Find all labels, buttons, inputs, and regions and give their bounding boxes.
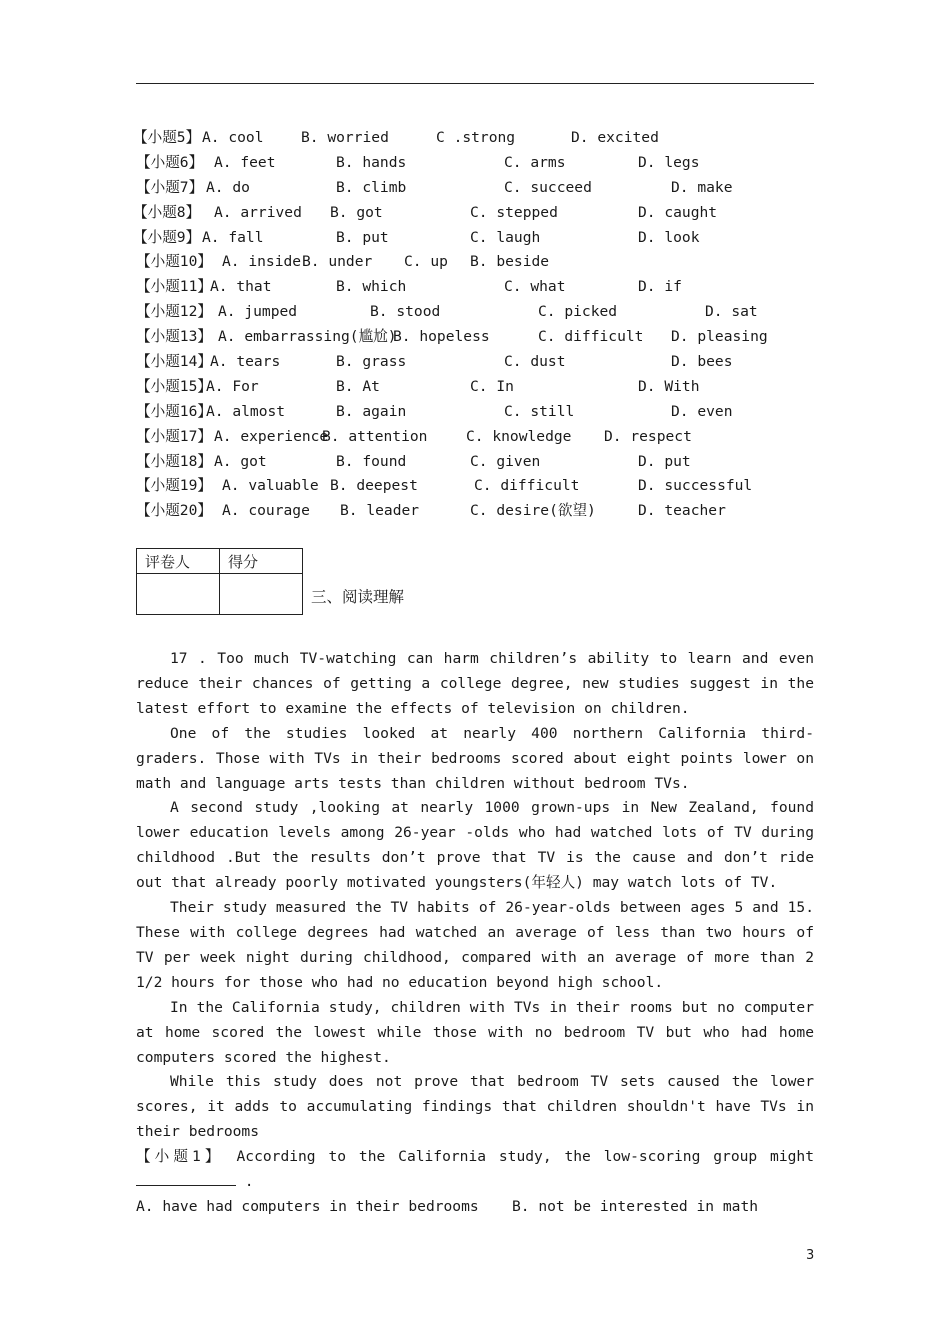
answer-option[interactable]: D. if [638,278,682,296]
vocab-question-row [133,201,826,226]
answer-option[interactable]: B. put [336,228,389,246]
answer-option[interactable]: A. got [214,452,267,470]
vocab-question-row [136,499,826,524]
answer-option[interactable]: A. arrived [214,203,302,221]
answer-option[interactable]: D. excited [571,129,659,146]
answer-option[interactable]: D. make [671,178,733,196]
answer-option[interactable]: C. difficult [538,328,644,346]
answer-option[interactable]: A. do [206,178,250,196]
answer-option[interactable]: D. even [671,402,733,420]
vocab-question-row [136,151,826,176]
answer-option[interactable]: C. what [504,278,566,296]
answer-option[interactable]: D. pleasing [671,328,768,346]
answer-option[interactable]: A. tears [210,353,281,371]
answer-option[interactable]: B. attention [322,427,428,445]
vocab-question-row [136,176,826,201]
question-1-text: According to the California study, the low-scoring group might [236,1148,814,1166]
answer-option[interactable]: B. again [336,402,407,420]
vocab-question-row [133,126,826,151]
answer-option[interactable]: B. found [336,452,407,470]
answer-option[interactable]: C. knowledge [466,427,572,445]
question-label: 【小题11】 [136,278,212,296]
question-label: 【小题6】 [136,153,204,171]
vocab-question-row [136,400,826,425]
answer-option[interactable]: D. bees [671,353,733,371]
vocab-question-row [136,300,826,325]
answer-option[interactable]: B. hopeless [393,328,490,346]
question-label: 【小题12】 [136,303,212,321]
passage-paragraph: One of the studies looked at nearly 400 northern California third-graders. Those with TVs in their bedrooms scored about eight points lower on math and language arts tests than children without bedroom TVs. [136,724,814,792]
question-label: 【小题13】 [136,328,212,346]
answer-option[interactable]: D. sat [705,303,758,321]
answer-option[interactable]: D. respect [604,427,692,445]
grader-cell[interactable] [137,574,220,615]
vocab-question-row [136,250,826,275]
answer-option[interactable]: A. embarrassing(尴尬) [218,328,397,346]
question-label: 【小题14】 [136,353,212,371]
answer-option[interactable]: C. stepped [470,203,558,221]
answer-option[interactable]: B. got [330,203,383,221]
question-1-option-b[interactable]: B. not be interested in math [512,1197,759,1215]
answer-option[interactable]: C. picked [538,303,618,321]
answer-option[interactable]: A. cool [202,129,264,146]
answer-option[interactable]: C .strong [436,129,516,146]
answer-option[interactable]: A. jumped [218,303,298,321]
vocab-question-row [136,375,826,400]
score-table [136,548,303,615]
question-label: 【小题20】 [136,502,212,520]
header-rule [136,83,814,84]
answer-option[interactable]: A. fall [202,228,264,246]
vocab-question-row [136,425,826,450]
answer-option[interactable]: D. successful [638,477,753,495]
question-1-option-a[interactable]: A. have had computers in their bedrooms [136,1197,479,1215]
answer-option[interactable]: A. inside [222,253,302,271]
answer-option[interactable]: B. At [336,377,380,395]
answer-option[interactable]: D. look [638,228,700,246]
question-label: 【小题7】 [136,178,204,196]
answer-option[interactable]: A. experience [214,427,329,445]
vocab-question-row [136,450,826,475]
answer-option[interactable]: C. desire(欲望) [470,502,596,520]
question-1-options [136,1195,814,1220]
answer-option[interactable]: A. almost [206,402,286,420]
question-1-end: . [244,1173,254,1191]
vocab-question-row [136,474,826,499]
answer-option[interactable]: B. deepest [330,477,418,495]
vocab-question-list [133,126,826,524]
answer-option[interactable]: A. courage [222,502,310,520]
answer-option[interactable]: C. arms [504,153,566,171]
passage-paragraph: In the California study, children with TVs in their rooms but no computer at home scored the lowest while those with no bedroom TV but who had home computers scored the highest. [136,998,814,1066]
answer-option[interactable]: A. that [210,278,272,296]
question-label: 【小题17】 [136,427,212,445]
vocab-question-row [133,226,826,251]
answer-option[interactable]: B. climb [336,178,407,196]
passage-paragraph: While this study does not prove that bedroom TV sets caused the lower scores, it adds to accumulating findings that children shouldn't have TVs in their bedrooms [136,1073,814,1141]
question-label: 【小题5】 [133,129,201,146]
answer-option[interactable]: C. still [504,402,575,420]
question-label: 【小题15】 [136,377,212,395]
vocab-question-row [136,350,826,375]
question-label: 【小题8】 [133,203,201,221]
vocab-question-row [136,275,826,300]
grader-header: 评卷人 [137,549,220,574]
answer-option[interactable]: D. teacher [638,502,726,520]
answer-option[interactable]: C. given [470,452,541,470]
answer-option[interactable]: C. up [404,253,448,271]
answer-option[interactable]: C. laugh [470,228,541,246]
passage-paragraph: 17 . Too much TV-watching can harm children’s ability to learn and even reduce their chances of getting a college degree, new studies suggest in the latest effort to examine the effects of television on children. [136,650,814,717]
answer-option[interactable]: B. stood [370,303,441,321]
score-cell[interactable] [220,574,303,615]
question-label: 【小题18】 [136,452,212,470]
answer-option[interactable]: D. put [638,452,691,470]
score-header: 得分 [220,549,303,574]
answer-option[interactable]: A. valuable [222,477,319,495]
answer-option[interactable]: D. legs [638,153,700,171]
answer-option[interactable]: D. With [638,377,700,395]
vocab-question-row [136,325,826,350]
question-label: 【小题10】 [136,253,212,271]
answer-option[interactable]: C. difficult [474,477,580,495]
answer-option[interactable]: B. hands [336,153,407,171]
answer-option[interactable]: C. dust [504,353,566,371]
question-1-stem [136,1145,814,1170]
answer-option[interactable]: A. For [206,377,259,395]
page-number: 3 [806,1248,815,1263]
answer-option[interactable]: B. grass [336,353,407,371]
answer-option[interactable]: D. caught [638,203,718,221]
answer-option[interactable]: A. feet [214,153,276,171]
section-title: 三、阅读理解 [311,588,405,606]
answer-option[interactable]: B. worried [301,129,389,146]
question-1-label: 【小题1】 [136,1148,224,1166]
answer-option[interactable]: B. leader [340,502,420,520]
question-label: 【小题9】 [133,228,201,246]
reading-passage [136,647,814,1220]
answer-option[interactable]: C. In [470,377,514,395]
answer-option[interactable]: B. which [336,278,407,296]
passage-paragraph: Their study measured the TV habits of 26-year-olds between ages 5 and 15. These with college degrees had watched an average of less than two hours of TV per week night during childhood, compared with an average of more than 2 1/2 hours for those who had no education beyond high school. [136,899,814,991]
question-1-blank-line [136,1170,814,1195]
question-label: 【小题16】 [136,402,212,420]
answer-option[interactable]: C. succeed [504,178,592,196]
answer-option[interactable]: B. under [302,253,373,271]
passage-paragraph: A second study ,looking at nearly 1000 grown-ups in New Zealand, found lower education levels among 26-year -olds who had watched lots of TV during childhood .But the results don’t prove that TV is the cause and don’t ride out that already poorly motivated youngsters(年轻人) may watch lots of TV. [136,799,814,892]
question-label: 【小题19】 [136,477,212,495]
answer-option[interactable]: B. beside [470,253,550,271]
answer-blank[interactable] [136,1173,236,1186]
